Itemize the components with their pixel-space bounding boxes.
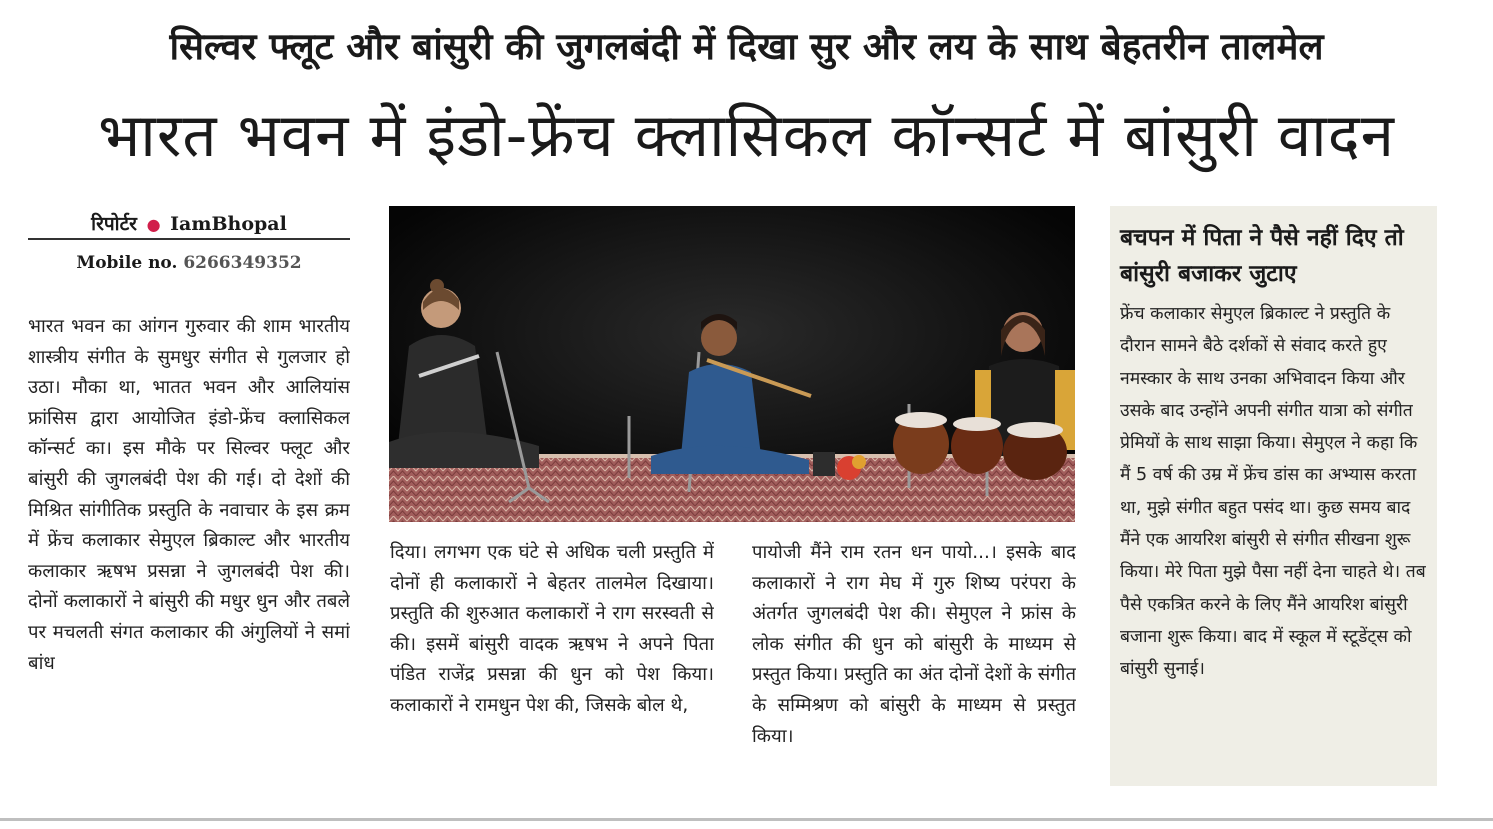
sidebar-box xyxy=(1110,206,1437,786)
article-column-1: भारत भवन का आंगन गुरुवार की शाम भारतीय शास्त्रीय संगीत के सुमधुर संगीत से गुलजार हो उठा। मौका था, भातत भवन और आलियांस फ्रांसिस द्वारा आयोजित इंडो-फ्रेंच क्लासिकल कॉन्सर्ट का। इस मौके पर सिल्वर फ्लूट और बांसुरी की जुगलबंदी पेश की गई। दो देशों की मिश्रित सांगीतिक प्रस्तुति के नवाचार के इस क्रम में फ्रेंच कलाकार सेमुएल ब्रिकाल्ट और भारतीय कलाकार ऋषभ प्रसन्ना ने जुगलबंदी पेश की। दोनों कलाकारों ने बांसुरी की मधुर धुन और तबले पर मचलती संगत कलाकार की अंगुलियों ने समां बांध xyxy=(28,316,350,674)
sidebar-title: बचपन में पिता ने पैसे नहीं दिए तो बांसुरी बजाकर जुटाए xyxy=(1120,225,1404,287)
mobile-label: Mobile no. xyxy=(76,253,178,273)
bottom-divider xyxy=(0,818,1493,821)
article-column-3: पायोजी मैंने राम रतन धन पायो...। इसके बाद कलाकारों ने राग मेघ में गुरु शिष्य परंपरा के अंतर्गत जुगलबंदी पेश की। सेमुएल ने फ्रांस के लोक संगीत की धुन को बांसुरी के माध्यम से प्रस्तुत किया। प्रस्तुति का अंत दोनों देशों के संगीत के सम्मिश्रण को बांसुरी के माध्यम से प्रस्तुत किया। xyxy=(752,542,1076,747)
headline-main: भारत भवन में इंडो-फ्रेंच क्लासिकल कॉन्सर्ट में बांसुरी वादन xyxy=(98,101,1395,171)
sidebar-body: फ्रेंच कलाकार सेमुएल ब्रिकाल्ट ने प्रस्तुति के दौरान सामने बैठे दर्शकों से संवाद करते हुए नमस्कार के साथ उनका अभिवादन किया और उसके बाद उन्होंने अपनी संगीत यात्रा को संगीत प्रेमियों के साथ साझा किया। सेमुएल ने कहा कि मैं 5 वर्ष की उम्र में फ्रेंच डांस का अभ्यास करता था, मुझे संगीत बहुत पसंद था। कुछ समय बाद मैंने एक आयरिश बांसुरी से संगीत सीखना शुरू किया। मेरे पिता मुझे पैसा नहीं देना चाहते थे। तब पैसे एकत्रित करने के लिए मैंने आयरिश बांसुरी बजाना शुरू किया। बाद में स्कूल में स्टूडेंट्स को बांसुरी सुनाई। xyxy=(1120,304,1426,680)
byline-label: रिपोर्टर xyxy=(91,213,137,235)
concert-photo xyxy=(389,206,1075,522)
byline-name: IamBhopal xyxy=(170,213,287,235)
bullet-dot-icon: ● xyxy=(146,215,161,234)
mobile-line xyxy=(28,248,350,278)
headline-kicker: सिल्वर फ्लूट और बांसुरी की जुगलबंदी में दिखा सुर और लय के साथ बेहतरीन तालमेल xyxy=(169,25,1324,68)
mobile-number: 6266349352 xyxy=(183,253,302,273)
byline xyxy=(28,208,350,240)
article-column-2: दिया। लगभग एक घंटे से अधिक चली प्रस्तुति में दोनों ही कलाकारों ने बेहतर तालमेल दिखाया। प्रस्तुति की शुरुआत कलाकारों ने राग सरस्वती से की। इसमें बांसुरी वादक ऋषभ ने अपने पिता पंडित राजेंद्र प्रसन्ना की धुन को पेश किया। कलाकारों ने रामधुन पेश की, जिसके बोल थे, xyxy=(390,542,714,716)
